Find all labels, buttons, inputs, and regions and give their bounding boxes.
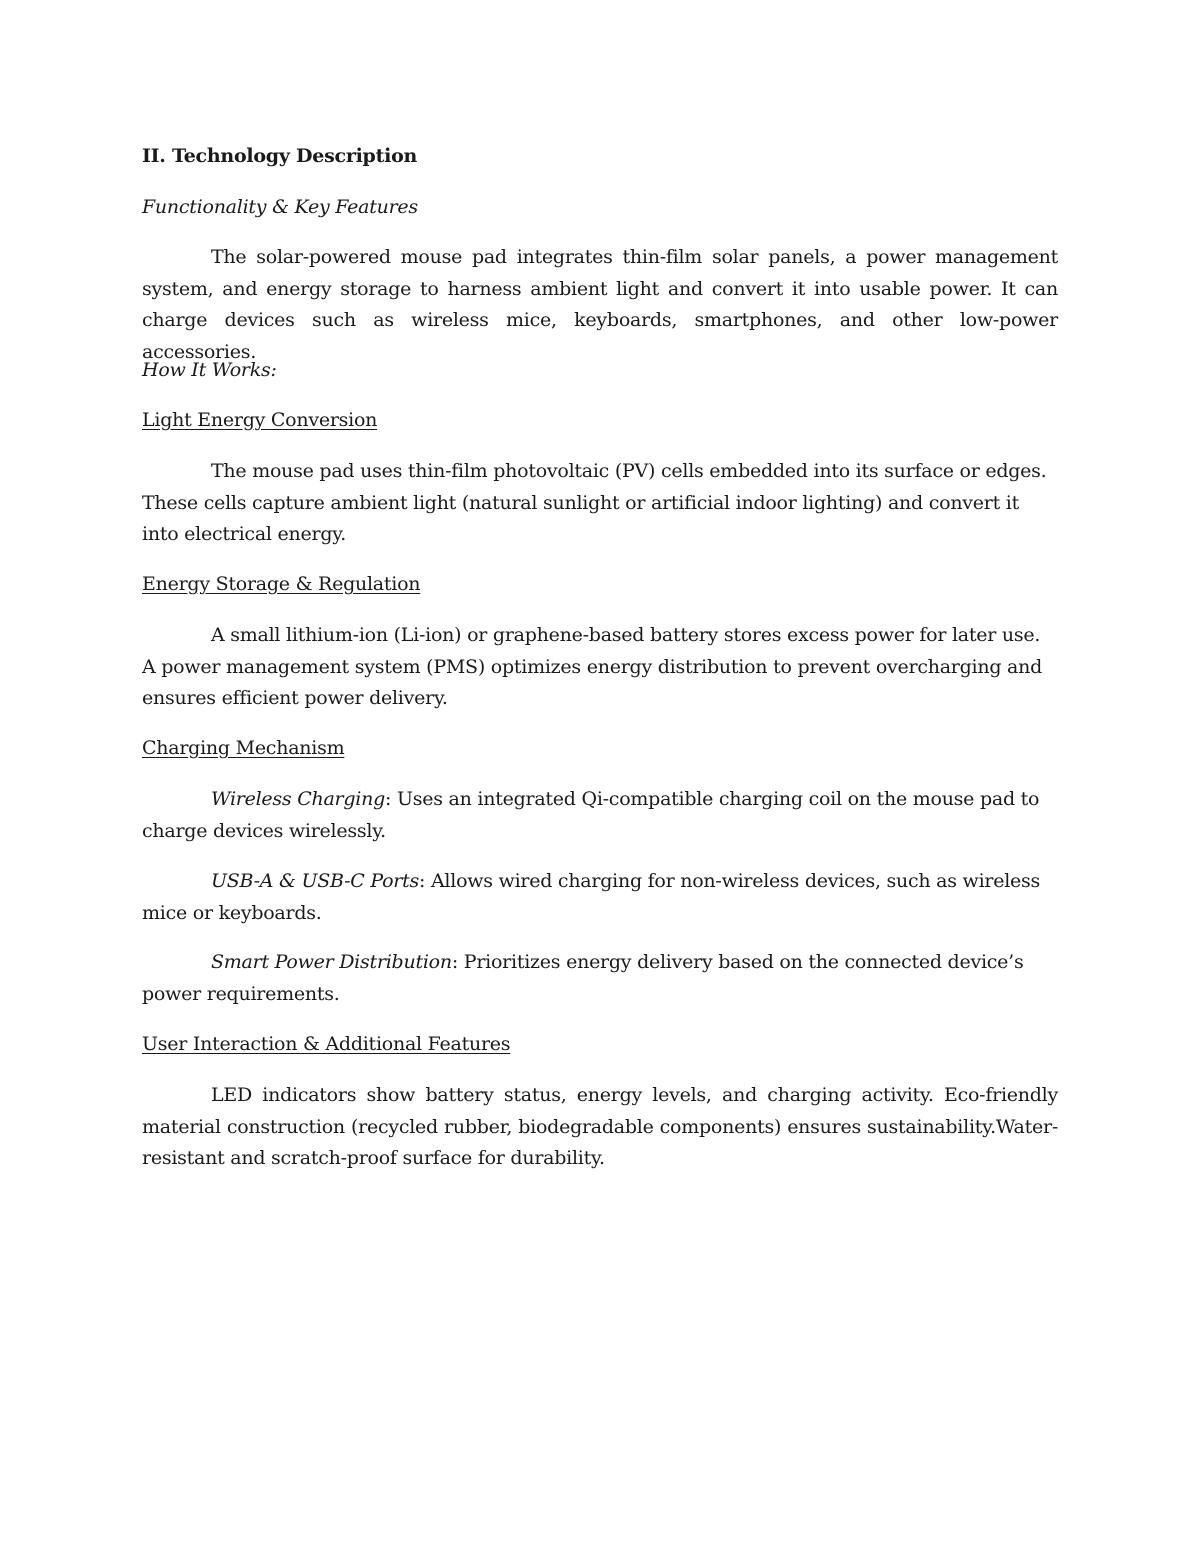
charging-item-text: : Allows wired charging for non-wireless devices, such as wireless mice or keyboards. [142, 870, 1041, 924]
charging-item-smart-power [142, 947, 1058, 1010]
how-it-works-subheading: How It Works: [142, 359, 277, 381]
charging-item-term: Wireless Charging [211, 788, 386, 810]
light-energy-title: Light Energy Conversion [142, 409, 378, 431]
energy-storage-title: Energy Storage & Regulation [142, 573, 421, 595]
charging-item-term: USB-A & USB-C Ports [211, 870, 419, 892]
document-page [142, 0, 1058, 1553]
energy-storage-paragraph: A small lithium-ion (Li-ion) or graphene-based battery stores excess power for later use. A power management system (PMS) optimizes energy distribution to prevent overcharging and ensures efficient power delivery. [142, 624, 1043, 709]
charging-item-usb-ports [142, 866, 1058, 929]
charging-item-term: Smart Power Distribution [211, 951, 452, 973]
charging-item-text: : Prioritizes energy delivery based on the connected device’s power requirements. [142, 951, 1024, 1005]
light-energy-paragraph: The mouse pad uses thin-film photovoltaic (PV) cells embedded into its surface or edges. These cells capture ambient light (natural sunlight or artificial indoor lighting) and convert it into electrical energy. [142, 460, 1047, 545]
user-interaction-paragraph: LED indicators show battery status, energy levels, and charging activity. Eco-friendly material construction (recycled rubber, biodegradable components) ensures sustainability.Water-resistant and scratch-proof surface for durability. [142, 1084, 1058, 1169]
charging-item-wireless [142, 784, 1058, 847]
user-interaction-title: User Interaction & Additional Features [142, 1033, 511, 1055]
functionality-subheading: Functionality & Key Features [142, 196, 418, 218]
functionality-paragraph: The solar-powered mouse pad integrates thin-film solar panels, a power management system, and energy storage to harness ambient light and convert it into usable power. It can charge devices such as wireless mice, keyboards, smartphones, and other low-power accessories. [142, 246, 1058, 363]
charging-mechanism-title: Charging Mechanism [142, 737, 345, 759]
charging-item-text: : Uses an integrated Qi-compatible charging coil on the mouse pad to charge devices wirelessly. [142, 788, 1040, 842]
section-heading: II. Technology Description [142, 145, 418, 167]
